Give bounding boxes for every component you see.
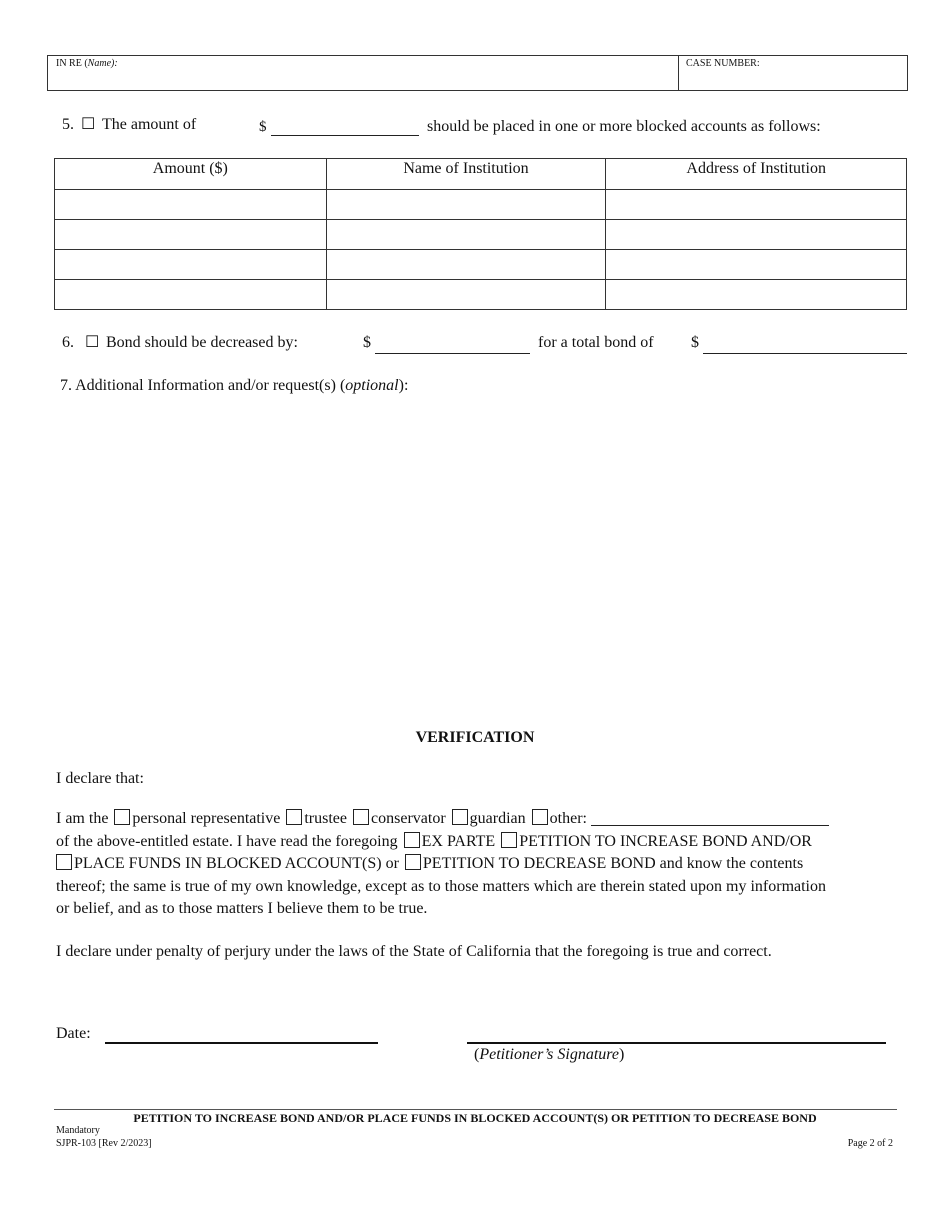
item6-middle: for a total bond of <box>538 334 654 351</box>
item6-checkbox[interactable]: ☐ <box>85 334 100 351</box>
signature-line[interactable] <box>467 1042 886 1044</box>
personal-representative-checkbox[interactable] <box>114 809 130 825</box>
footer-title: PETITION TO INCREASE BOND AND/OR PLACE FUNDS IN BLOCKED ACCOUNT(S) OR PETITION TO DECREASE BOND <box>133 1111 817 1125</box>
institution-address-cell[interactable] <box>606 280 907 310</box>
signature-label: (Petitioner’s Signature) <box>474 1046 625 1063</box>
item6-number: 6. <box>62 334 74 351</box>
table-row <box>55 250 907 280</box>
table-header-row <box>55 159 907 190</box>
table-row <box>55 220 907 250</box>
petition-decrease-checkbox[interactable] <box>405 854 421 870</box>
institution-address-cell[interactable] <box>606 250 907 280</box>
place-funds-checkbox[interactable] <box>56 854 72 870</box>
other-role-field[interactable] <box>591 811 829 826</box>
table-row <box>55 190 907 220</box>
ex-parte-checkbox[interactable] <box>404 832 420 848</box>
item5-text: The amount of <box>102 116 197 133</box>
institution-name-cell[interactable] <box>326 190 606 220</box>
item6-text: Bond should be decreased by: <box>106 334 298 351</box>
verification-line-2: of the above-entitled estate. I have read the foregoing EX PARTE PETITION TO INCREASE BOND AND/OR <box>56 832 812 850</box>
item5-number: 5. <box>62 116 74 133</box>
footer-divider <box>54 1109 897 1110</box>
blocked-accounts-table <box>54 158 907 310</box>
amount-cell[interactable] <box>55 280 327 310</box>
perjury-statement: I declare under penalty of perjury under the laws of the State of California that the foregoing is true and correct. <box>56 943 772 960</box>
col-amount-header: Amount ($) <box>55 159 327 190</box>
item6-currency2: $ <box>691 334 699 351</box>
conservator-checkbox[interactable] <box>353 809 369 825</box>
item5-checkbox[interactable]: ☐ <box>81 116 96 133</box>
trustee-checkbox[interactable] <box>286 809 302 825</box>
bond-decrease-field[interactable] <box>375 353 530 354</box>
verification-line-1: I am the personal representative trustee conservator guardian other: <box>56 808 896 831</box>
item6-currency1: $ <box>363 334 371 351</box>
case-number-label: CASE NUMBER: <box>686 58 760 69</box>
footer-form-id: SJPR-103 [Rev 2/2023] <box>56 1138 152 1149</box>
verification-title: VERIFICATION <box>415 729 535 746</box>
date-label: Date: <box>56 1025 91 1042</box>
institution-name-cell[interactable] <box>326 220 606 250</box>
petition-increase-checkbox[interactable] <box>501 832 517 848</box>
additional-info-area[interactable] <box>56 400 906 700</box>
date-field[interactable] <box>105 1042 378 1044</box>
table-row <box>55 280 907 310</box>
guardian-checkbox[interactable] <box>452 809 468 825</box>
item5-amount-field[interactable] <box>271 135 419 136</box>
verification-line-3: PLACE FUNDS IN BLOCKED ACCOUNT(S) or PETITION TO DECREASE BOND and know the contents <box>56 853 896 876</box>
verification-line-4: thereof; the same is true of my own knowledge, except as to those matters which are therein stated upon my information <box>56 877 826 895</box>
footer-page-number: Page 2 of 2 <box>847 1138 893 1149</box>
amount-cell[interactable] <box>55 250 327 280</box>
amount-cell[interactable] <box>55 190 327 220</box>
item5-suffix: should be placed in one or more blocked accounts as follows: <box>427 118 821 135</box>
total-bond-field[interactable] <box>703 353 907 354</box>
amount-cell[interactable] <box>55 220 327 250</box>
col-institution-name-header: Name of Institution <box>326 159 606 190</box>
verification-line-5: or belief, and as to those matters I believe them to be true. <box>56 900 428 917</box>
item7-label: 7. Additional Information and/or request(s) (optional): <box>60 377 409 394</box>
verification-paragraph <box>56 808 896 921</box>
declare-that: I declare that: <box>56 770 144 787</box>
col-institution-address-header: Address of Institution <box>606 159 907 190</box>
other-checkbox[interactable] <box>532 809 548 825</box>
institution-address-cell[interactable] <box>606 190 907 220</box>
institution-name-cell[interactable] <box>326 250 606 280</box>
footer-mandatory: Mandatory <box>56 1125 100 1136</box>
institution-name-cell[interactable] <box>326 280 606 310</box>
caption-header-box <box>47 55 908 91</box>
header-divider <box>678 56 679 90</box>
in-re-label: IN RE (Name): <box>56 58 118 69</box>
item5-currency: $ <box>259 119 267 135</box>
institution-address-cell[interactable] <box>606 220 907 250</box>
